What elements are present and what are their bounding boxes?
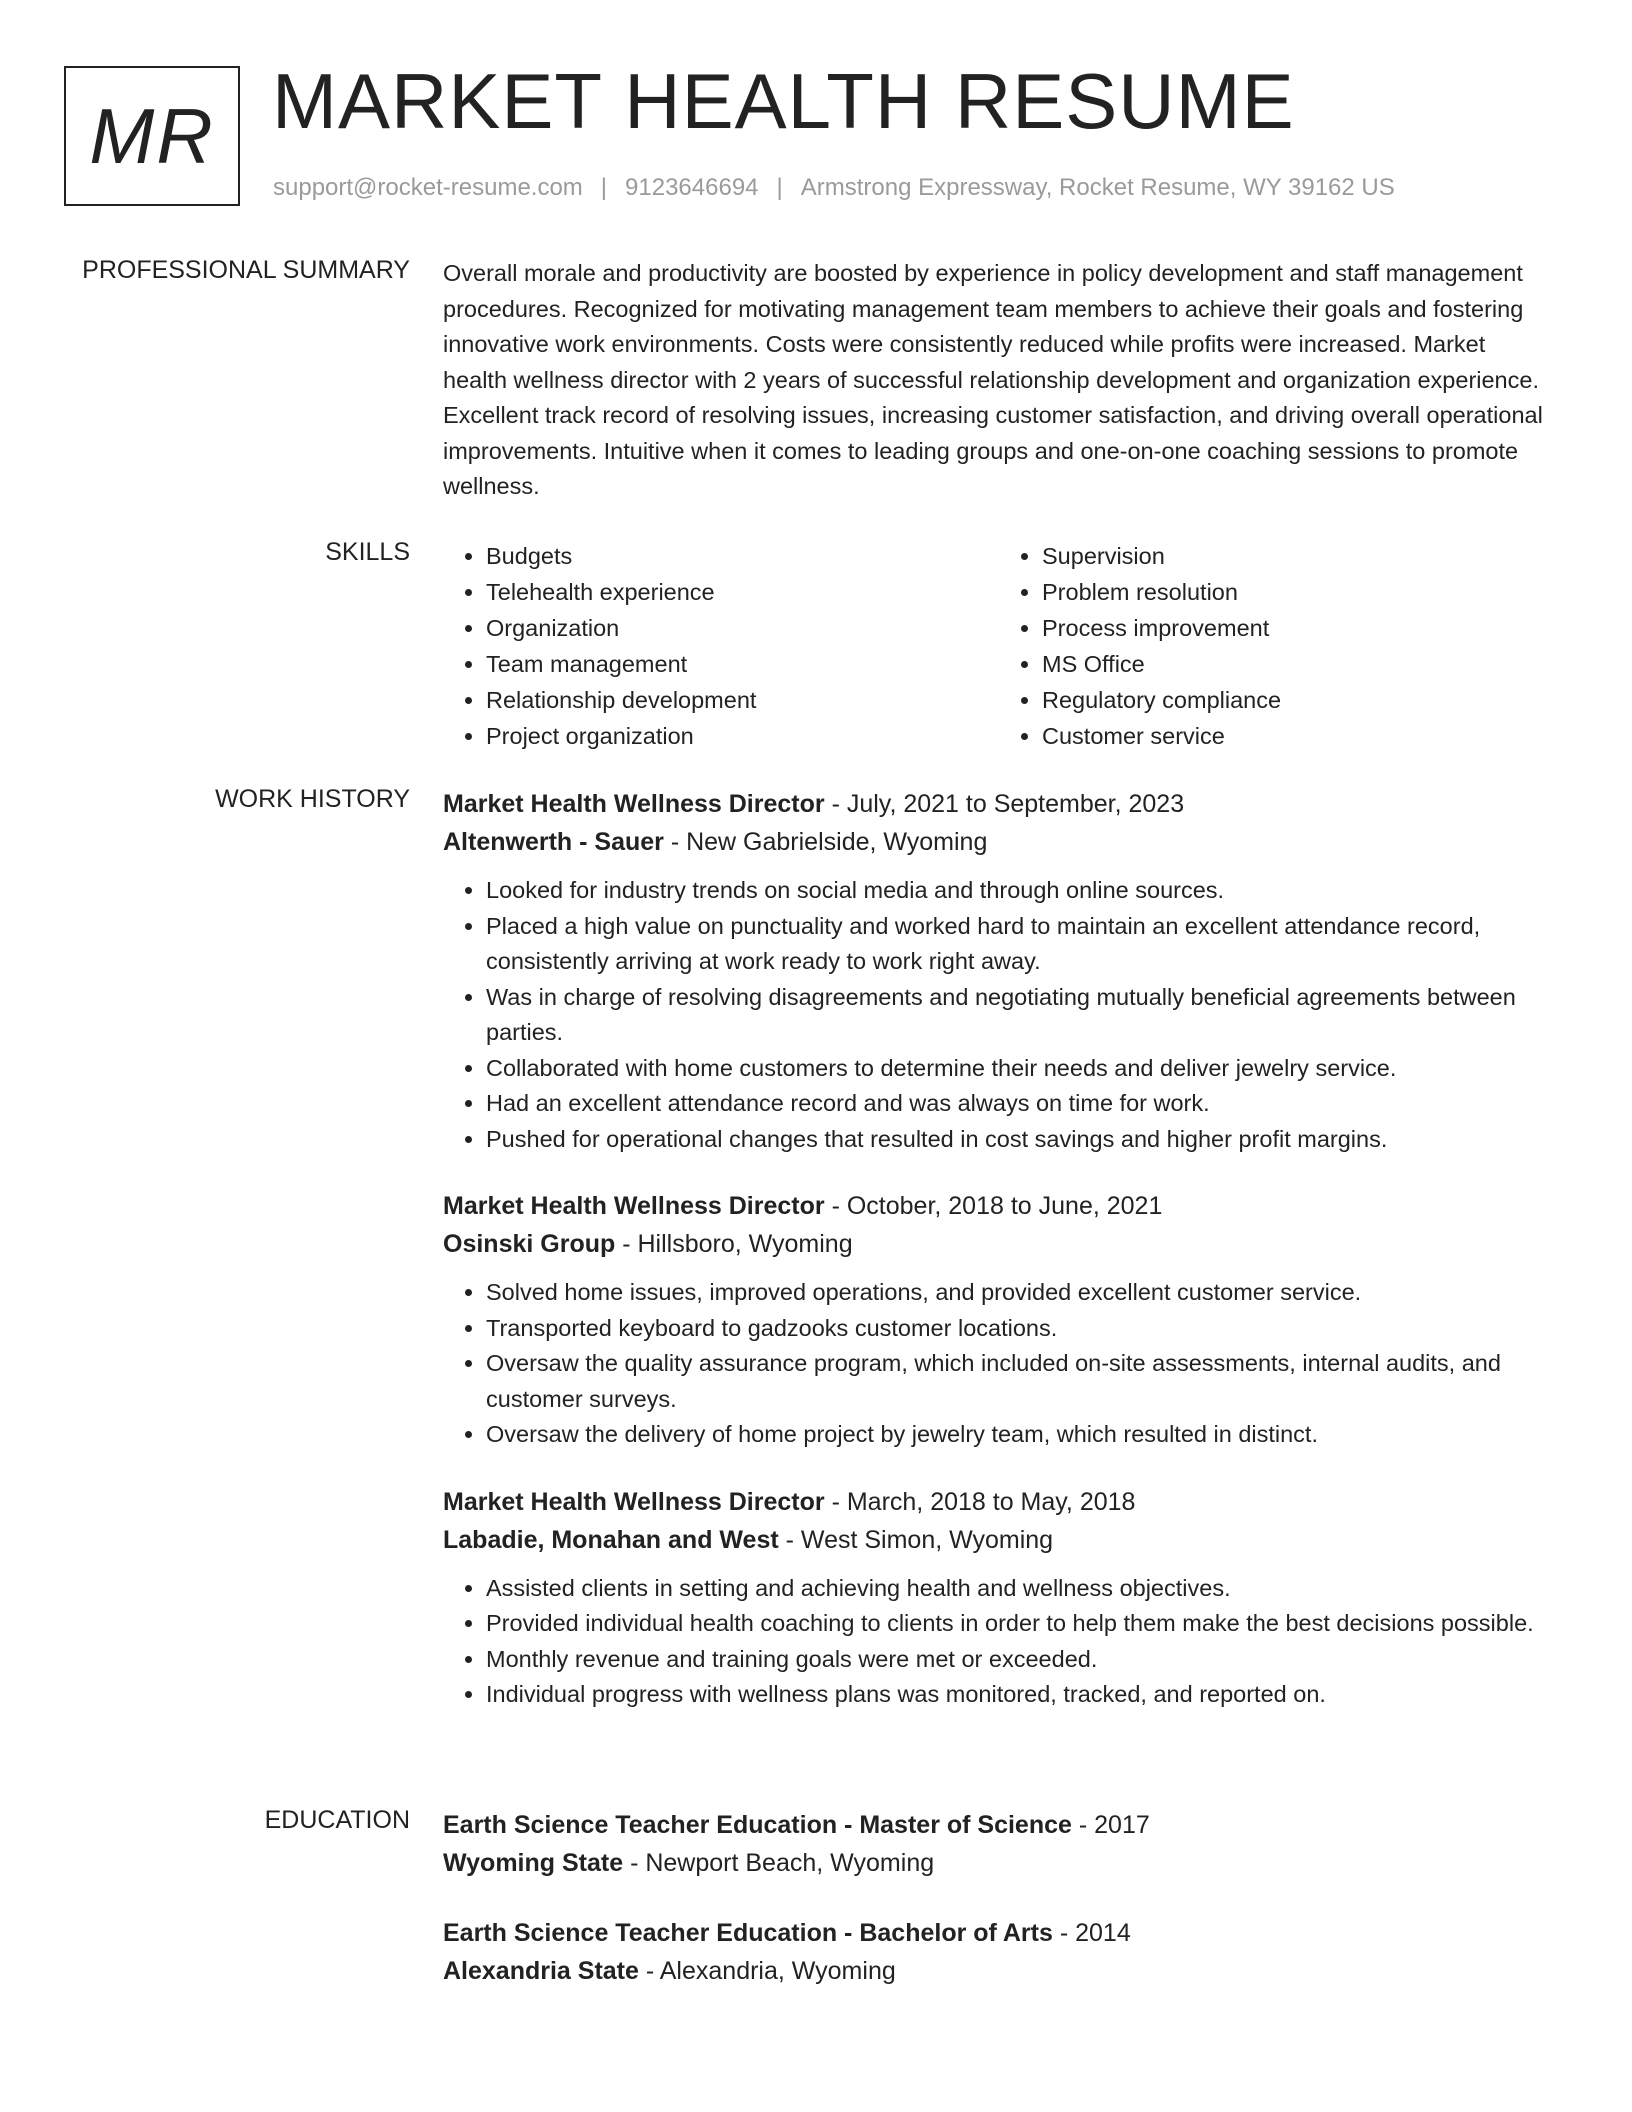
- education-degree-line: [443, 1806, 1555, 1844]
- skills-heading: SKILLS: [325, 538, 410, 566]
- contact-line: [273, 174, 1395, 202]
- education-location: - Newport Beach, Wyoming: [623, 1849, 935, 1877]
- job-location: - New Gabrielside, Wyoming: [663, 828, 988, 856]
- job-company: Altenwerth - Sauer: [443, 828, 664, 856]
- education-body: [443, 1806, 1555, 2022]
- job-bullets: [443, 1275, 1555, 1453]
- skills-grid: [443, 538, 1555, 754]
- job-bullet: • Solved home issues, improved operations, and provided excellent customer service.: [486, 1275, 1555, 1311]
- skill-item: • Customer service: [1042, 718, 1555, 754]
- job-bullet: • Provided individual health coaching to clients in order to help them make the best decisions possible.: [486, 1606, 1555, 1642]
- job-location: - Hillsboro, Wyoming: [615, 1230, 853, 1258]
- job-bullet: • Collaborated with home customers to determine their needs and deliver jewelry service.: [486, 1051, 1555, 1087]
- summary-heading: PROFESSIONAL SUMMARY: [82, 256, 410, 284]
- job-bullet: • Had an excellent attendance record and was always on time for work.: [486, 1086, 1555, 1122]
- skill-item: • Problem resolution: [1042, 574, 1555, 610]
- job-title-line: [443, 1483, 1555, 1521]
- work-history-heading: WORK HISTORY: [215, 785, 410, 813]
- education-school-line: [443, 1952, 1555, 1990]
- job-bullet: • Monthly revenue and training goals were met or exceeded.: [486, 1642, 1555, 1678]
- education-year: - 2017: [1071, 1811, 1150, 1839]
- skill-item: • MS Office: [1042, 646, 1555, 682]
- skill-item: • Team management: [486, 646, 999, 682]
- skills-body: [443, 538, 1555, 754]
- job-dates: - October, 2018 to June, 2021: [824, 1192, 1163, 1220]
- job-location: - West Simon, Wyoming: [778, 1525, 1054, 1554]
- education-heading: EDUCATION: [264, 1806, 410, 1834]
- skill-item: • Relationship development: [486, 682, 999, 718]
- skills-column-right: [999, 538, 1555, 754]
- education-degree: Earth Science Teacher Education - Master of Science: [443, 1811, 1072, 1839]
- job-title-line: [443, 785, 1555, 823]
- job-bullet: • Oversaw the quality assurance program, which included on-site assessments, internal audits, and customer surveys.: [486, 1346, 1555, 1417]
- job-company-line: [443, 1225, 1555, 1263]
- education-degree-line: [443, 1914, 1555, 1952]
- contact-email[interactable]: support@rocket-resume.com: [273, 174, 583, 201]
- skill-item: • Supervision: [1042, 538, 1555, 574]
- skills-column-left: [443, 538, 999, 754]
- job-title: Market Health Wellness Director: [443, 1192, 825, 1220]
- skill-item: • Process improvement: [1042, 610, 1555, 646]
- job-entry: [443, 785, 1555, 1157]
- job-company: Osinski Group: [443, 1230, 616, 1258]
- skill-item: • Organization: [486, 610, 999, 646]
- job-bullet: • Individual progress with wellness plans was monitored, tracked, and reported on.: [486, 1677, 1555, 1713]
- contact-address: Armstrong Expressway, Rocket Resume, WY 39162 US: [800, 174, 1395, 201]
- job-company-line: [443, 1521, 1555, 1559]
- job-entry: [443, 1187, 1555, 1453]
- education-school: Wyoming State: [443, 1849, 624, 1877]
- job-title-line: [443, 1187, 1555, 1225]
- contact-separator: |: [776, 174, 783, 201]
- education-school: Alexandria State: [443, 1957, 639, 1985]
- contact-phone[interactable]: 9123646694: [625, 174, 759, 201]
- job-dates: - July, 2021 to September, 2023: [824, 790, 1185, 818]
- skill-item: • Telehealth experience: [486, 574, 999, 610]
- monogram-initials: MR: [89, 91, 215, 180]
- job-bullets: [443, 873, 1555, 1157]
- resume-title: MARKET HEALTH RESUME: [272, 57, 1295, 145]
- skill-item: • Project organization: [486, 718, 999, 754]
- job-company-line: [443, 823, 1555, 861]
- job-bullets: [443, 1571, 1555, 1713]
- education-degree: Earth Science Teacher Education - Bachelor of Arts: [443, 1919, 1053, 1947]
- summary-text: Overall morale and productivity are boosted by experience in policy development and staff management procedures. Recognized for motivating management team members to achieve their goals and fostering innovative work environments. Costs were consistently reduced while profits were increased. Market health wellness director with 2 years of successful relationship development and organization experience. Excellent track record of resolving issues, increasing customer satisfaction, and driving overall operational improvements. Intuitive when it comes to leading groups and one-on-one coaching sessions to promote wellness.: [443, 260, 1543, 499]
- job-bullet: • Oversaw the delivery of home project by jewelry team, which resulted in distinct.: [486, 1417, 1555, 1453]
- job-entry: [443, 1483, 1555, 1713]
- monogram-box: [64, 66, 240, 206]
- skill-item: • Regulatory compliance: [1042, 682, 1555, 718]
- contact-separator: |: [600, 174, 608, 201]
- job-bullet: • Pushed for operational changes that resulted in cost savings and higher profit margins.: [486, 1122, 1555, 1158]
- education-entry: [443, 1806, 1555, 1882]
- skill-item: • Budgets: [486, 538, 999, 574]
- job-bullet: • Transported keyboard to gadzooks customer locations.: [486, 1311, 1555, 1347]
- education-location: - Alexandria, Wyoming: [638, 1957, 896, 1985]
- education-year: - 2014: [1052, 1919, 1131, 1947]
- job-company: Labadie, Monahan and West: [443, 1525, 779, 1554]
- job-title: Market Health Wellness Director: [443, 790, 825, 818]
- job-bullet: • Was in charge of resolving disagreements and negotiating mutually beneficial agreements between parties.: [486, 980, 1555, 1051]
- job-bullet: • Assisted clients in setting and achieving health and wellness objectives.: [486, 1571, 1555, 1607]
- summary-body: [443, 256, 1555, 505]
- job-bullet: • Looked for industry trends on social media and through online sources.: [486, 873, 1555, 909]
- job-dates: - March, 2018 to May, 2018: [824, 1487, 1136, 1516]
- job-bullet: • Placed a high value on punctuality and worked hard to maintain an excellent attendance record, consistently arriving at work ready to work right away.: [486, 909, 1555, 980]
- education-entry: [443, 1914, 1555, 1990]
- job-title: Market Health Wellness Director: [443, 1487, 825, 1516]
- education-school-line: [443, 1844, 1555, 1882]
- work-history-body: [443, 785, 1555, 1743]
